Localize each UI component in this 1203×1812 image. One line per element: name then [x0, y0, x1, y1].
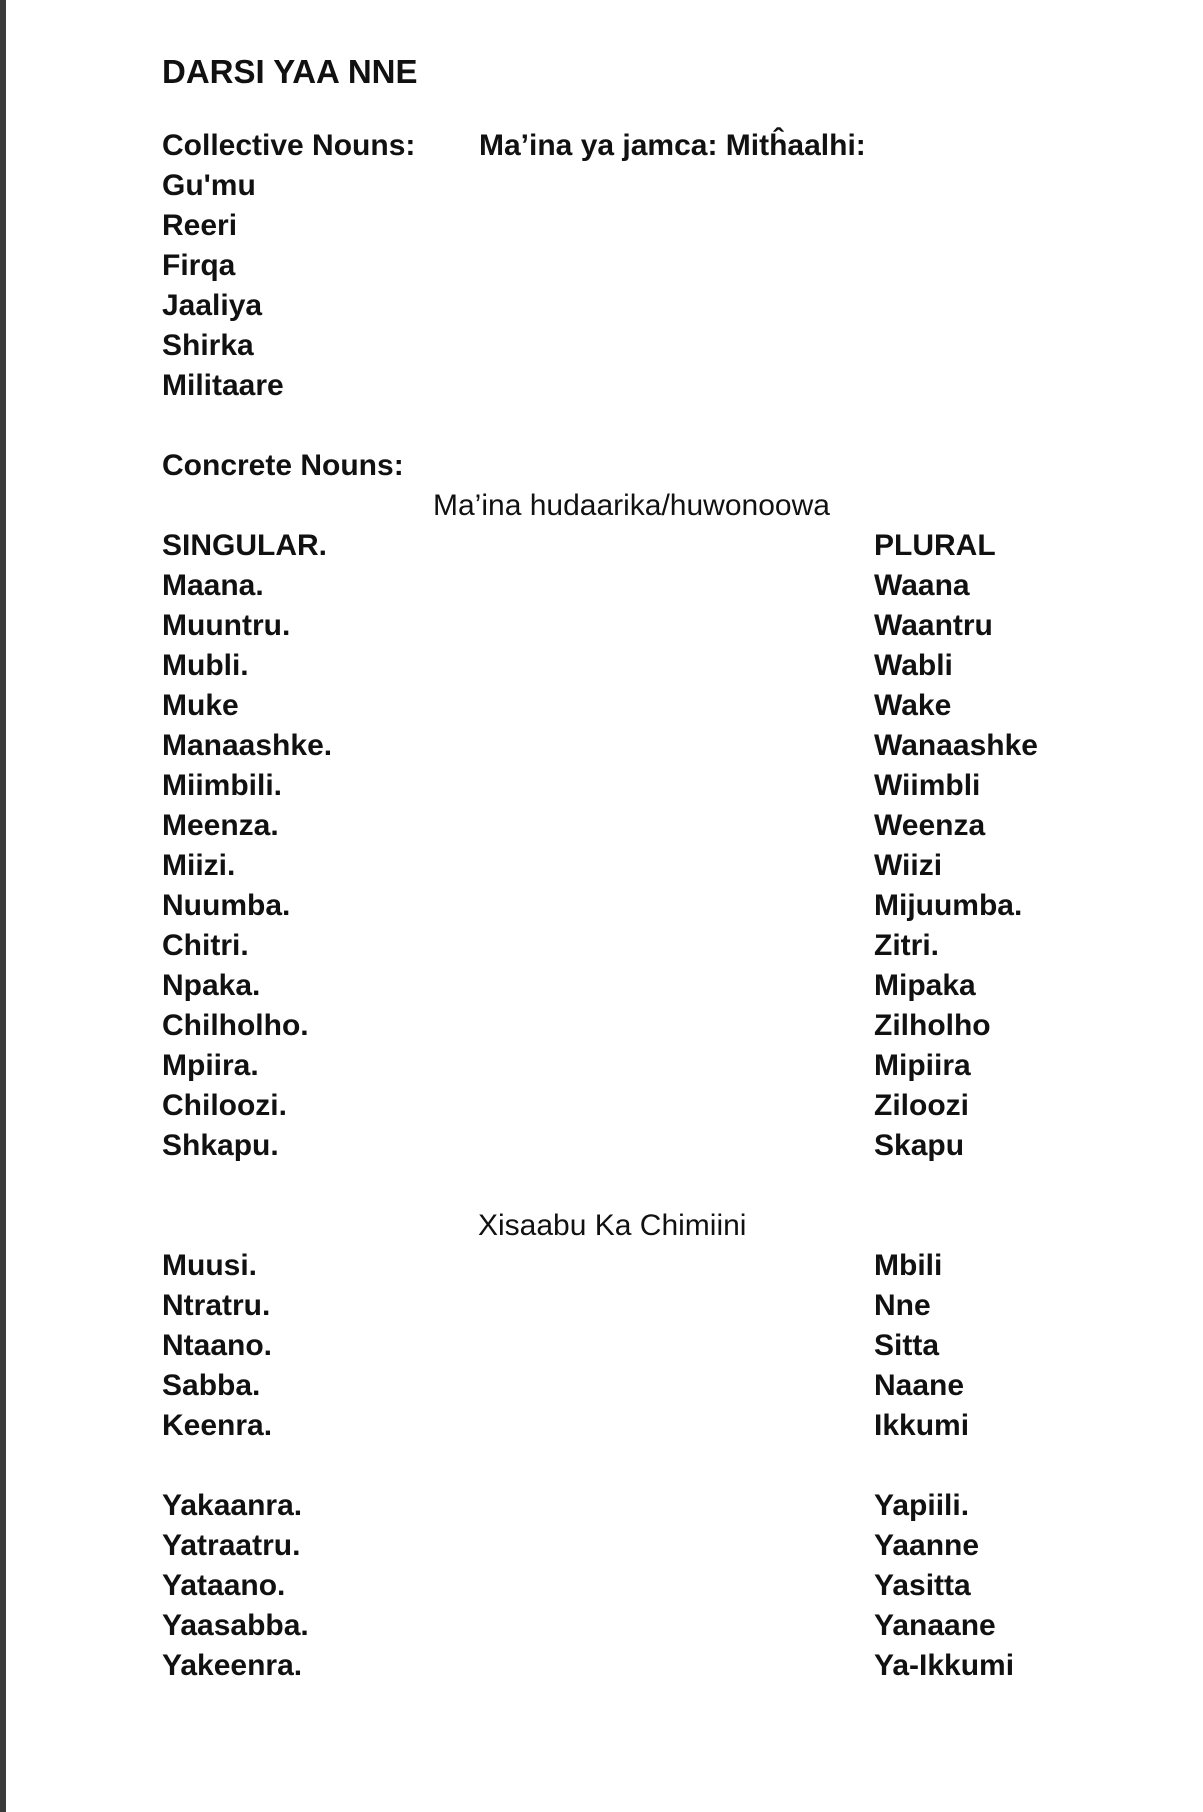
- singular-noun: Mubli.: [162, 649, 249, 682]
- counting-heading: Xisaabu Ka Chimiini: [478, 1209, 747, 1242]
- collective-item: Militaare: [162, 369, 284, 402]
- singular-column-header: SINGULAR.: [162, 529, 327, 562]
- page-edge-divider: [0, 0, 6, 1812]
- plural-noun: Wake: [874, 689, 952, 722]
- noun-row: [162, 1126, 1102, 1166]
- number-right: Nne: [874, 1289, 931, 1322]
- number-row: [162, 1326, 1102, 1366]
- ordinal-right: Yapiili.: [874, 1489, 970, 1522]
- number-left: Ntratru.: [162, 1289, 271, 1322]
- plural-noun: Waantru: [874, 609, 993, 642]
- singular-noun: Miimbili.: [162, 769, 282, 802]
- noun-row: [162, 1086, 1102, 1126]
- singular-noun: Npaka.: [162, 969, 261, 1002]
- noun-row: [162, 606, 1102, 646]
- plural-noun: Mipiira: [874, 1049, 971, 1082]
- plural-noun: Skapu: [874, 1129, 965, 1162]
- ordinal-left: Yaasabba.: [162, 1609, 309, 1642]
- noun-row: [162, 966, 1102, 1006]
- concrete-heading-local: Ma’ina hudaarika/huwonoowa: [433, 489, 830, 522]
- collective-heading-row: [162, 126, 1102, 166]
- number-row: [162, 1406, 1102, 1446]
- spacer: [162, 406, 1102, 446]
- collective-item: Shirka: [162, 329, 254, 362]
- collective-heading-en: Collective Nouns:: [162, 129, 416, 162]
- number-left: Sabba.: [162, 1369, 261, 1402]
- ordinal-row: [162, 1606, 1102, 1646]
- noun-row: [162, 766, 1102, 806]
- plural-column-header: PLURAL: [874, 529, 996, 562]
- singular-noun: Shkapu.: [162, 1129, 279, 1162]
- ordinal-right: Ya-Ikkumi: [874, 1649, 1015, 1682]
- ordinal-left: Yakeenra.: [162, 1649, 303, 1682]
- singular-noun: Meenza.: [162, 809, 279, 842]
- concrete-heading-en: Concrete Nouns:: [162, 449, 404, 482]
- ordinal-right: Yaanne: [874, 1529, 980, 1562]
- plural-noun: Weenza: [874, 809, 986, 842]
- plural-noun: Mijuumba.: [874, 889, 1023, 922]
- number-row: [162, 1246, 1102, 1286]
- plural-noun: Wiimbli: [874, 769, 981, 802]
- singular-noun: Mpiira.: [162, 1049, 259, 1082]
- plural-noun: Zilholho: [874, 1009, 991, 1042]
- concrete-column-headers: [162, 526, 1102, 566]
- singular-noun: Muuntru.: [162, 609, 291, 642]
- singular-noun: Maana.: [162, 569, 264, 602]
- collective-item: Firqa: [162, 249, 236, 282]
- noun-row: [162, 686, 1102, 726]
- noun-row: [162, 646, 1102, 686]
- plural-noun: Mipaka: [874, 969, 976, 1002]
- spacer: [162, 1446, 1102, 1486]
- noun-row: [162, 886, 1102, 926]
- plural-noun: Wiizi: [874, 849, 943, 882]
- spacer: [162, 1166, 1102, 1206]
- singular-noun: Nuumba.: [162, 889, 291, 922]
- noun-row: [162, 1006, 1102, 1046]
- collective-heading-local: Ma’ina ya jamca: Mitĥaalhi:: [479, 129, 866, 162]
- ordinal-left: Yatraatru.: [162, 1529, 301, 1562]
- plural-noun: Wanaashke: [874, 729, 1038, 762]
- number-row: [162, 1366, 1102, 1406]
- plural-noun: Waana: [874, 569, 970, 602]
- noun-row: [162, 726, 1102, 766]
- noun-row: [162, 1046, 1102, 1086]
- ordinal-row: [162, 1566, 1102, 1606]
- number-row: [162, 1286, 1102, 1326]
- ordinal-right: Yasitta: [874, 1569, 971, 1602]
- plural-noun: Wabli: [874, 649, 953, 682]
- singular-noun: Manaashke.: [162, 729, 333, 762]
- ordinal-row: [162, 1526, 1102, 1566]
- ordinal-row: [162, 1646, 1102, 1686]
- number-right: Mbili: [874, 1249, 943, 1282]
- number-left: Muusi.: [162, 1249, 257, 1282]
- document-page: [162, 48, 1102, 1686]
- number-left: Keenra.: [162, 1409, 273, 1442]
- document-title: DARSI YAA NNE: [162, 53, 418, 90]
- number-right: Naane: [874, 1369, 965, 1402]
- collective-item: Jaaliya: [162, 289, 263, 322]
- noun-row: [162, 806, 1102, 846]
- noun-row: [162, 566, 1102, 606]
- collective-item: Gu'mu: [162, 169, 256, 202]
- plural-noun: Ziloozi: [874, 1089, 969, 1122]
- ordinal-left: Yataano.: [162, 1569, 286, 1602]
- singular-noun: Miizi.: [162, 849, 236, 882]
- singular-noun: Muke: [162, 689, 239, 722]
- collective-item: Reeri: [162, 209, 238, 242]
- number-right: Ikkumi: [874, 1409, 970, 1442]
- number-right: Sitta: [874, 1329, 940, 1362]
- number-left: Ntaano.: [162, 1329, 273, 1362]
- ordinal-right: Yanaane: [874, 1609, 996, 1642]
- plural-noun: Zitri.: [874, 929, 939, 962]
- ordinal-left: Yakaanra.: [162, 1489, 303, 1522]
- singular-noun: Chitri.: [162, 929, 249, 962]
- noun-row: [162, 846, 1102, 886]
- ordinal-row: [162, 1486, 1102, 1526]
- singular-noun: Chilholho.: [162, 1009, 309, 1042]
- singular-noun: Chiloozi.: [162, 1089, 287, 1122]
- noun-row: [162, 926, 1102, 966]
